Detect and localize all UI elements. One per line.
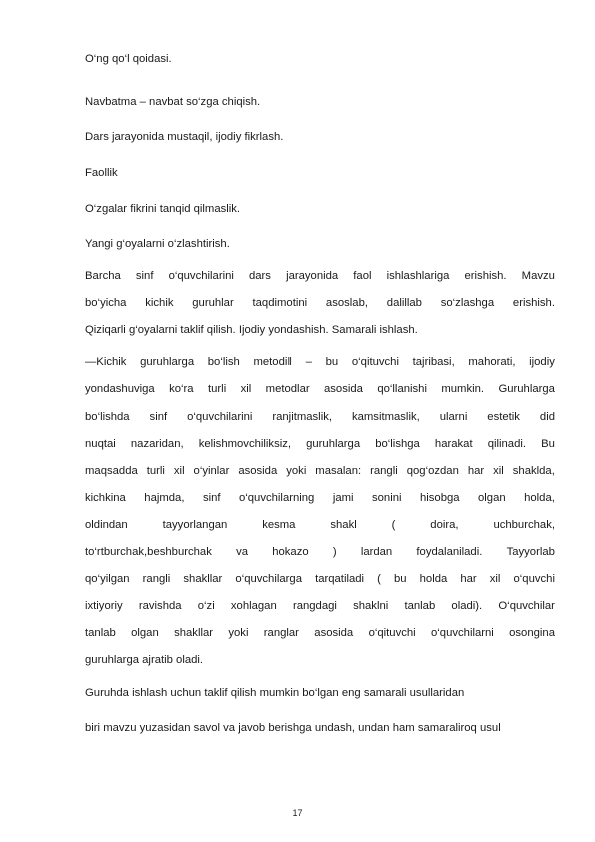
word: erishish. xyxy=(464,270,507,282)
word: yondashuviga xyxy=(85,383,155,395)
word: maqsadda xyxy=(85,465,138,477)
word: holda, xyxy=(524,492,555,504)
word: sinf xyxy=(202,492,221,504)
word: kesma xyxy=(262,519,296,531)
paragraph-line xyxy=(85,382,555,396)
word: hisobga xyxy=(419,492,460,504)
word: ularni xyxy=(439,411,468,423)
word: estetik xyxy=(487,411,520,423)
word: kamsitmaslik, xyxy=(351,411,420,423)
word: sinf xyxy=(149,411,168,423)
word: mahorati, xyxy=(468,356,516,368)
word: Tayyorlab xyxy=(506,546,555,558)
list-item: Dars jarayonida mustaqil, ijodiy fikrlash. xyxy=(85,131,284,143)
word: so‘zlashga xyxy=(440,297,495,309)
word: rangli xyxy=(370,465,398,477)
word: asosida xyxy=(314,627,354,639)
word: tayyorlangan xyxy=(162,519,228,531)
word: Guruhlarga xyxy=(498,383,555,395)
word: nazaridan, xyxy=(130,438,184,450)
word: bo‘yicha xyxy=(85,297,127,309)
word: – xyxy=(305,356,312,368)
word: olgan xyxy=(131,627,159,639)
word: o‘qituvchi xyxy=(368,627,416,639)
paragraph-line xyxy=(85,296,555,310)
paragraph-line: Qiziqarli g‘oyalarni taklif qilish. Ijodiy yondashish. Samarali ishlash. xyxy=(85,324,418,336)
word: asoslab, xyxy=(325,297,368,309)
word: xohlagan xyxy=(230,600,277,612)
word: guruhlar xyxy=(192,297,234,309)
word: shakllar xyxy=(183,573,223,585)
paragraph-line xyxy=(85,572,555,586)
word: bu xyxy=(393,573,407,585)
word: rangdagi xyxy=(292,600,337,612)
word: ( xyxy=(377,573,381,585)
word: o‘quvchilarini xyxy=(187,411,253,423)
word: qo‘yilgan xyxy=(85,573,130,585)
word: turli xyxy=(146,465,165,477)
word: ijodiy xyxy=(529,356,555,368)
word: Barcha xyxy=(85,270,121,282)
word: o‘quvchilarni xyxy=(431,627,494,639)
paragraph-line xyxy=(85,410,555,424)
word: guruhlarga xyxy=(306,438,361,450)
word: qog‘ozdan xyxy=(406,465,459,477)
word: yoki xyxy=(286,465,307,477)
word: ranjitmaslik, xyxy=(272,411,332,423)
word: xil xyxy=(173,465,185,477)
word: ishlashlariga xyxy=(386,270,450,282)
paragraph-line: guruhlarga ajratib oladi. xyxy=(85,654,204,666)
word: kichik xyxy=(145,297,174,309)
word: o‘qituvchi xyxy=(351,356,399,368)
word: O‘quvchilar xyxy=(498,600,555,612)
word: guruhlarga xyxy=(140,356,195,368)
word: kelishmovchiliksiz, xyxy=(198,438,292,450)
word: va xyxy=(236,546,248,558)
word: har xyxy=(460,573,477,585)
word: bo‘lish xyxy=(207,356,240,368)
word: tajribasi, xyxy=(412,356,455,368)
word: doira, xyxy=(430,519,459,531)
word: bo‘lishga xyxy=(375,438,420,450)
word: o‘zi xyxy=(197,600,215,612)
word: faol xyxy=(353,270,372,282)
paragraph-line xyxy=(85,599,555,613)
word: holda xyxy=(419,573,448,585)
word: dalillab xyxy=(386,297,422,309)
word: lardan xyxy=(360,546,393,558)
word: tarqatiladi xyxy=(315,573,365,585)
word: ) xyxy=(332,546,337,558)
word: o‘quvchilarga xyxy=(235,573,302,585)
word: ravishda xyxy=(138,600,182,612)
word: yoki xyxy=(228,627,249,639)
word: ko‘ra xyxy=(169,383,194,395)
word: har xyxy=(467,465,485,477)
word: xil xyxy=(240,383,252,395)
word: ranglar xyxy=(263,627,299,639)
word: rangli xyxy=(142,573,171,585)
word: o‘quvchi xyxy=(513,573,555,585)
word: harakat xyxy=(434,438,473,450)
word: asosida xyxy=(238,465,278,477)
word: qilinadi. xyxy=(487,438,526,450)
word: bo‘lishda xyxy=(85,411,130,423)
paragraph-line xyxy=(85,545,555,559)
word: ( xyxy=(391,519,396,531)
word: —Kichik xyxy=(85,356,127,368)
list-item: Navbatma – navbat so‘zga chiqish. xyxy=(85,96,261,108)
paragraph-line xyxy=(85,491,555,505)
word: shakl xyxy=(330,519,357,531)
word: oladi). xyxy=(451,600,483,612)
word: shaklni xyxy=(353,600,389,612)
word: shaklda, xyxy=(512,465,555,477)
word: qo‘llanishi xyxy=(377,383,427,395)
word: ixtiyoriy xyxy=(85,600,123,612)
word: Mavzu xyxy=(521,270,555,282)
word: uchburchak, xyxy=(493,519,555,531)
list-item: O‘zgalar fikrini tanqid qilmaslik. xyxy=(85,203,241,215)
list-item: Yangi g‘oyalarni o‘zlashtirish. xyxy=(85,238,230,250)
paragraph-line xyxy=(85,269,555,283)
page-number: 17 xyxy=(292,808,303,818)
word: bu xyxy=(325,356,339,368)
list-item: Faollik xyxy=(85,167,118,179)
paragraph-line xyxy=(85,464,555,478)
word: masalan: xyxy=(315,465,362,477)
word: taqdimotini xyxy=(252,297,308,309)
word: kichkina xyxy=(85,492,126,504)
word: o‘yinlar xyxy=(193,465,230,477)
word: hokazo xyxy=(272,546,309,558)
word: nuqtai xyxy=(85,438,116,450)
word: osongina xyxy=(509,627,555,639)
paragraph-line xyxy=(85,355,555,369)
word: to‘rtburchak,beshburchak xyxy=(85,546,212,558)
word: turli xyxy=(208,383,227,395)
word: xil xyxy=(493,465,504,477)
word: metodlar xyxy=(265,383,310,395)
word: dars xyxy=(248,270,271,282)
word: tanlab xyxy=(85,627,116,639)
word: o‘quvchilarini xyxy=(168,270,234,282)
word: olgan xyxy=(478,492,506,504)
paragraph-line xyxy=(85,518,555,532)
word: tanlab xyxy=(404,600,436,612)
paragraph-line xyxy=(85,626,555,640)
word: sonini xyxy=(371,492,402,504)
list-item: O‘ng qo‘l qoidasi. xyxy=(85,53,172,65)
word: jami xyxy=(332,492,354,504)
paragraph-line: biri mavzu yuzasidan savol va javob berishga undash, undan ham samaraliroq usul xyxy=(85,722,501,734)
word: foydalaniladi. xyxy=(416,546,483,558)
word: oldindan xyxy=(85,519,128,531)
word: xil xyxy=(489,573,501,585)
paragraph-line xyxy=(85,437,555,451)
word: mumkin. xyxy=(441,383,485,395)
word: o‘quvchilarning xyxy=(238,492,315,504)
word: jarayonida xyxy=(286,270,339,282)
word: sinf xyxy=(135,270,154,282)
word: did xyxy=(539,411,555,423)
paragraph-line: Guruhda ishlash uchun taklif qilish mumkin bo‘lgan eng samarali usullaridan xyxy=(85,687,465,699)
word: metodi‖ xyxy=(253,356,293,368)
word: Bu xyxy=(541,438,555,450)
word: hajmda, xyxy=(144,492,185,504)
word: erishish. xyxy=(512,297,555,309)
word: asosida xyxy=(324,383,363,395)
word: shakllar xyxy=(174,627,214,639)
